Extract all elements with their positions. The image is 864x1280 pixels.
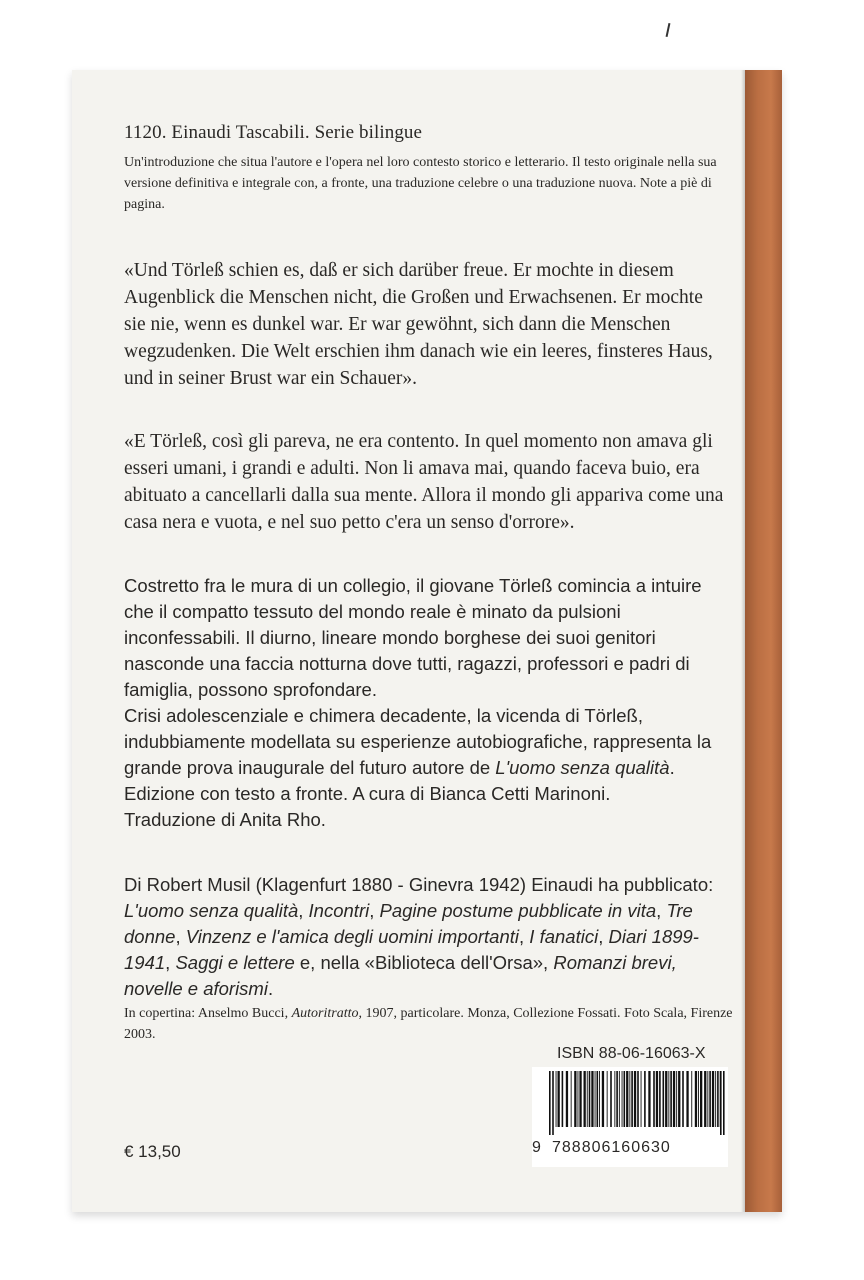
barcode-bar bbox=[571, 1071, 572, 1127]
barcode-bar bbox=[637, 1071, 639, 1127]
barcode-lead-digit: 9 bbox=[532, 1139, 542, 1156]
barcode-bar bbox=[595, 1071, 596, 1127]
barcode-bar bbox=[587, 1071, 588, 1127]
barcode-bar bbox=[653, 1071, 655, 1127]
isbn-label: ISBN 88-06-16063-X bbox=[557, 1045, 706, 1062]
quote-italian: «E Törleß, così gli pareva, ne era contento. In quel momento non amava gli esseri umani, i grandi e adulti. Non li amava mai, quando faceva buio, era abituato a cancellarli dalla sua mente. Allora il mondo gli appariva come una casa nera e vuota, e nel suo petto c'era un senso d'orrore». bbox=[124, 431, 724, 533]
barcode-bar bbox=[644, 1071, 646, 1127]
barcode-bar bbox=[665, 1071, 667, 1127]
separator: , bbox=[175, 926, 186, 947]
barcode-bar bbox=[624, 1071, 626, 1127]
quote-german: «Und Törleß schien es, daß er sich darüber freue. Er mochte in diesem Augenblick die Menschen nicht, die Großen und Erwachsenen. Er mochte sie nie, wenn es dunkel war. Er war gewöhnt, sich dann die Menschen wegzudenken. Die Welt erschien ihm danach wie ein leeres, finsteres Haus, und in seiner Brust war ein Schauer». bbox=[124, 260, 713, 389]
work-title: Pagine postume pubblicate in vita bbox=[379, 900, 657, 921]
barcode-bar bbox=[691, 1071, 692, 1127]
work-title: I fanatici bbox=[529, 926, 599, 947]
separator: , bbox=[298, 900, 309, 921]
barcode-bar bbox=[584, 1071, 586, 1127]
barcode-bar bbox=[574, 1071, 576, 1127]
barcode-bar bbox=[607, 1071, 608, 1127]
barcode-bar bbox=[552, 1071, 554, 1135]
price-label: € 13,50 bbox=[124, 1142, 181, 1161]
author-intro: Di Robert Musil (Klagenfurt 1880 - Ginevra 1942) Einaudi ha pubblicato: bbox=[124, 874, 714, 895]
barcode-bar bbox=[712, 1071, 714, 1127]
barcode-bar bbox=[591, 1071, 593, 1127]
barcode-bar bbox=[556, 1071, 557, 1127]
barcode-bar bbox=[631, 1071, 633, 1127]
author-works bbox=[124, 872, 724, 1002]
barcode-bar bbox=[678, 1071, 680, 1127]
work-title: Vinzenz e l'amica degli uomini importanti bbox=[185, 926, 520, 947]
author-mid-text: e, nella «Biblioteca dell'Orsa», bbox=[294, 952, 554, 973]
barcode-bar bbox=[578, 1071, 579, 1127]
barcode-bar bbox=[616, 1071, 618, 1127]
barcode-bar bbox=[597, 1071, 599, 1127]
blurb-book-title: L'uomo senza qualità bbox=[495, 757, 670, 778]
barcode-number: 788806160630 bbox=[552, 1139, 671, 1156]
work-title: Tre donne bbox=[124, 900, 693, 947]
blurb-paragraph-2 bbox=[124, 703, 724, 781]
barcode-bar bbox=[723, 1071, 725, 1135]
barcode-bar bbox=[695, 1071, 697, 1127]
barcode-bar bbox=[558, 1071, 560, 1127]
barcode-bar bbox=[566, 1071, 568, 1127]
barcode-bar bbox=[715, 1071, 716, 1127]
separator: , bbox=[369, 900, 380, 921]
barcode-bar bbox=[626, 1071, 628, 1127]
cover-credit bbox=[124, 1003, 734, 1045]
barcode-bar bbox=[720, 1071, 722, 1135]
barcode-bar bbox=[663, 1071, 665, 1127]
credit-work: Autoritratto bbox=[291, 1006, 359, 1021]
blurb-paragraph-2-end: . bbox=[669, 757, 675, 778]
blurb-edition: Edizione con testo a fronte. A cura di Bianca Cetti Marinoni. bbox=[124, 783, 611, 804]
work-title: Incontri bbox=[308, 900, 370, 921]
stray-pen-mark bbox=[666, 23, 671, 37]
barcode-digits bbox=[532, 1139, 728, 1157]
barcode-bar bbox=[704, 1071, 706, 1127]
separator: , bbox=[165, 952, 176, 973]
book-spine bbox=[745, 70, 782, 1212]
barcode-bar bbox=[673, 1071, 675, 1127]
barcode-bar bbox=[589, 1071, 591, 1127]
work-title: Saggi e lettere bbox=[175, 952, 295, 973]
barcode-bar bbox=[599, 1071, 600, 1127]
blurb-paragraph-2-text: Crisi adolescenziale e chimera decadente, la vicenda di Törleß, indubbiamente modellata su esperienze autobiografiche, rappresenta la grande prova inaugurale del futuro autore de bbox=[124, 705, 712, 778]
barcode-bar bbox=[610, 1071, 612, 1127]
series-title: 1120. Einaudi Tascabili. Serie bilingue bbox=[124, 122, 423, 143]
barcode-bar bbox=[614, 1071, 615, 1127]
blurb-translation: Traduzione di Anita Rho. bbox=[124, 809, 326, 830]
credit-prefix: In copertina: Anselmo Bucci, bbox=[124, 1006, 292, 1021]
author-end: . bbox=[267, 978, 274, 999]
series-description: Un'introduzione che situa l'autore e l'opera nel loro contesto storico e letterario. Il testo originale nella sua versione definitiva e integrale con, a fronte, una traduzione celebre o una traduzione nuova. Note a piè di pagina. bbox=[124, 155, 717, 212]
barcode bbox=[549, 1071, 725, 1135]
barcode-bar bbox=[698, 1071, 699, 1127]
work-title: Diari 1899-1941 bbox=[124, 926, 699, 973]
work-title: L'uomo senza qualità bbox=[124, 900, 299, 921]
barcode-bar bbox=[641, 1071, 642, 1127]
barcode-bar bbox=[656, 1071, 658, 1127]
barcode-bar bbox=[622, 1071, 623, 1127]
barcode-bar bbox=[579, 1071, 581, 1127]
blurb bbox=[124, 573, 724, 833]
barcode-bar bbox=[648, 1071, 650, 1127]
separator: , bbox=[598, 926, 609, 947]
separator: , bbox=[519, 926, 530, 947]
blurb-paragraph-1: Costretto fra le mura di un collegio, il giovane Törleß comincia a intuire che il compatto tessuto del mondo reale è minato da pulsioni inconfessabili. Il diurno, lineare mondo borghese dei suoi genitori nasconde una faccia notturna dove tutti, ragazzi, professori e padri di famiglia, possono sprofondare. bbox=[124, 575, 702, 700]
barcode-bar bbox=[668, 1071, 669, 1127]
credit-suffix: , 1907, particolare. Monza, Collezione Fossati. Foto Scala, Firenze 2003. bbox=[124, 1006, 733, 1042]
barcode-bar bbox=[619, 1071, 620, 1127]
work-title: Romanzi brevi, novelle e aforismi bbox=[124, 952, 677, 999]
barcode-bar bbox=[549, 1071, 551, 1135]
barcode-bar bbox=[717, 1071, 719, 1127]
barcode-bar bbox=[700, 1071, 702, 1127]
barcode-bar bbox=[682, 1071, 684, 1127]
barcode-bar bbox=[670, 1071, 672, 1127]
spine-shadow bbox=[741, 70, 745, 1212]
barcode-bar bbox=[709, 1071, 711, 1127]
barcode-bar bbox=[686, 1071, 688, 1127]
barcode-bar bbox=[707, 1071, 708, 1127]
barcode-bar bbox=[602, 1071, 604, 1127]
barcode-bar bbox=[659, 1071, 661, 1127]
separator: , bbox=[656, 900, 667, 921]
barcode-bar bbox=[634, 1071, 636, 1127]
barcode-bar bbox=[629, 1071, 630, 1127]
barcode-bar bbox=[562, 1071, 564, 1127]
barcode-bar bbox=[676, 1071, 677, 1127]
